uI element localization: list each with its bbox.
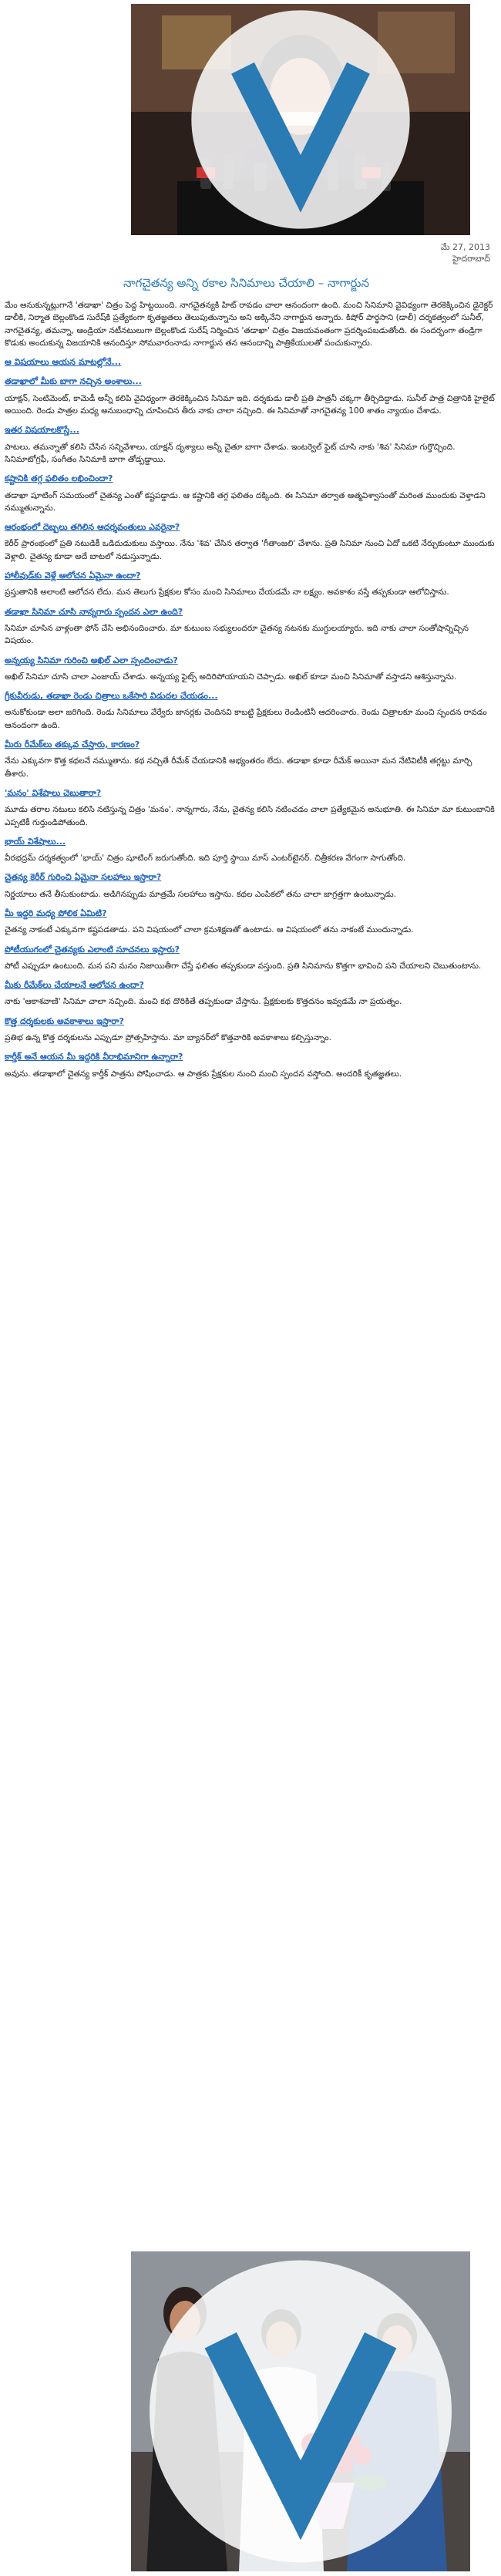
answer-paragraph: అఖిల్ సినిమా చూసి చాలా ఎంజాయ్ చేశాడు. అన్నయ్య ఫైట్స్ అదిరిపోయాయని చెప్పాడు. అఖిల్ కూడా మంచి సినిమాతో వస్తాడని ఆశిస్తున్నాను.	[5, 672, 457, 682]
intro-paragraph: మేం అనుకున్నట్లుగానే 'తడాఖా' చిత్రం పెద్ద హిట్టయింది. నాగచైతన్యకి హిట్ రావడం చాలా ఆనందంగా ఉంది. మంచి సినిమాని వైవిధ్యంగా తెరకెక్కించిన డైరెక్టర్ డాలీకి, నిర్మాత బెల్లంకొండ సురేష్‌కి ప్రత్యేకంగా కృతజ్ఞతలు తెలుపుతున్నాను అని అక్కినేని నాగార్జున అన్నారు. కిషోర్ పార్థసాని (డాలీ) దర్శకత్వంలో సునీల్, నాగచైతన్య, తమన్నా, ఆండ్రియా నటీనటులుగా బెల్లంకొండ సురేష్ నిర్మించిన 'తడాఖా' చిత్రం విజయవంతంగా ప్రదర్శింపబడుతోంది. ఈ సందర్భంగా తండ్రిగా కొడుకు అందుకున్న విజయానికి ఆనందిస్తూ సోమవారంనాడు నాగార్జున తన ఆనందాన్ని పాత్రికేయులతో పంచుకున్నారు.	[5, 301, 493, 348]
question-heading: గ్రీకువీరుడు, తడాఖా రెండు చిత్రాలు ఒకేసారి విడుదల చేయడం...	[5, 691, 218, 702]
question-heading: ఆరంభంలో దెబ్బలు తగిలిన ఆదర్శవంతులు ఎవరైనా?	[5, 522, 180, 533]
answer-paragraph: యాక్షన్, సెంటిమెంట్, కామెడీ అన్నీ కలిపి వైవిధ్యంగా తెరకెక్కించిన సినిమా ఇది. దర్శకుడు డాలీ ప్రతి పాత్రనీ చక్కగా తీర్చిదిద్దాడు. సునీల్ పాత్ర చిత్రానికి హైలైట్ అయింది. రెండు పాత్రల మధ్య అనుబంధాన్ని చూపించిన తీరు నాకు చాలా నచ్చింది. ఈ సినిమాతో నాగచైతన్య 100 శాతం న్యాయం చేశాడు.	[5, 393, 495, 416]
article-date: మే 27, 2013	[440, 242, 490, 252]
question-heading: మీరు రీమేక్‌లు తక్కువ చేస్తారు, కారణం?	[5, 739, 140, 750]
section-heading: ఆ విషయాలు ఆయన మాటల్లోనే...	[5, 357, 122, 368]
answer-paragraph: ప్రతిభ ఉన్న కొత్త దర్శకులను ఎప్పుడూ ప్రోత్సహిస్తాను. మా బ్యానర్‌లో కొత్తవారికి అవకాశాలు కల్పిస్తున్నాం.	[5, 1033, 332, 1043]
answer-paragraph: అనుకోకుండా అలా జరిగింది. రెండు సినిమాలు వేర్వేరు జానర్లకు చెందినవి కాబట్టి ప్రేక్షకులు రెండింటినీ ఆదరించారు. రెండు చిత్రాలకూ మంచి స్పందన రావడం ఆనందంగా ఉంది.	[5, 708, 487, 730]
question-heading: చైతన్య కెరీర్ గురించి ఏమైనా సలహాలు ఇస్తారా?	[5, 872, 162, 883]
bouquet-photo	[131, 2251, 470, 2571]
article-location: హైదరాబాద్	[452, 254, 490, 264]
question-heading: కష్టానికి తగ్గ ఫలితం లభించిందా?	[5, 473, 113, 484]
press-meet-photo	[131, 4, 470, 235]
question-heading: పోటీయుగంలో చైతన్యకు ఎలాంటి సూచనలు ఇస్తారు?	[5, 944, 180, 955]
question-heading: కొత్త దర్శకులకు అవకాశాలు ఇస్తారా?	[5, 1015, 124, 1026]
site-logo-icon	[131, 2251, 470, 2571]
dateline	[367, 241, 490, 264]
question-heading: మీ ఇద్దరి మధ్య పోలిక ఏమిటి?	[5, 907, 107, 918]
answer-paragraph: నాకు 'ఆకాశవాణి' సినిమా చాలా నచ్చింది. మంచి కథ దొరికితే తప్పకుండా చేస్తాను. ప్రేక్షకులకు కొత్తదనం ఇవ్వడమే నా ప్రయత్నం.	[5, 997, 402, 1007]
answer-paragraph: తడాఖా షూటింగ్ సమయంలో చైతన్య ఎంతో కష్టపడ్డాడు. ఆ కష్టానికి తగ్గ ఫలితం దక్కింది. ఈ సినిమా తర్వాత ఆత్మవిశ్వాసంతో మరింత ముందుకు వెళ్తాడని నమ్ముతున్నాను.	[5, 490, 486, 513]
answer-paragraph: సినిమా చూసిన వాళ్లంతా ఫోన్ చేసి అభినందించారు. మా కుటుంబ సభ్యులందరూ చైతన్య నటనకు ముగ్ధులయ్యారు. ఇది నాకు చాలా సంతోషాన్నిచ్చిన విషయం.	[5, 623, 469, 646]
answer-paragraph: ప్రస్తుతానికి అలాంటి ఆలోచన లేదు. మన తెలుగు ప్రేక్షకుల కోసం మంచి సినిమాలు చేయడమే నా లక్ష్యం. అవకాశం వస్తే తప్పకుండా ఆలోచిస్తాను.	[5, 588, 449, 598]
article-headline: నాగచైతన్య అన్ని రకాల సినిమాలు చేయాలి – నాగార్జున	[123, 276, 370, 290]
article-body	[5, 299, 495, 1086]
answer-paragraph: చైతన్య నాకంటే ఎక్కువగా కష్టపడతాడు. పని విషయంలో చాలా క్రమశిక్షణతో ఉంటాడు. ఆ విషయంలో తను నాకంటే ముందున్నాడు.	[5, 925, 414, 935]
answer-paragraph: నేను ఎక్కువగా కొత్త కథలనే నమ్ముతాను. కథ నచ్చితే రీమేక్ చేయడానికి అభ్యంతరం లేదు. తడాఖా కూడా రీమేక్ అయినా మన నేటివిటీకి తగ్గట్టు మార్చి తీశారు.	[5, 756, 472, 779]
answer-paragraph: నిర్ణయాలు తనే తీసుకుంటాడు. అడిగినప్పుడు మాత్రమే సలహాలు ఇస్తాను. కథల ఎంపికలో తను చాలా జాగ్రత్తగా ఉంటున్నాడు.	[5, 889, 397, 899]
question-heading: భాయ్ విశేషాలు...	[5, 836, 66, 847]
answer-paragraph: పోటీ ఎప్పుడూ ఉంటుంది. మన పని మనం నిజాయితీగా చేస్తే ఫలితం తప్పకుండా వస్తుంది. ప్రతి సినిమాను కొత్తగా భావించి పని చేయాలని చెబుతుంటాను.	[5, 961, 482, 971]
question-heading: హాలీవుడ్‌కు వెళ్లే ఆలోచన ఏమైనా ఉందా?	[5, 571, 141, 581]
question-heading: అన్నయ్య సినిమా గురించి అఖిల్ ఎలా స్పందించాడు?	[5, 655, 178, 665]
answer-paragraph: పాటలు, తమన్నాతో కలిసి చేసిన సన్నివేశాలు, యాక్షన్ దృశ్యాలు అన్నీ చైతూ బాగా చేశాడు. ఇంటర్వెల్ ఫైట్ చూసి నాకు 'శివ' సినిమా గుర్తొచ్చింది. సినిమాటోగ్రఫీ, సంగీతం సినిమాకి బాగా తోడ్పడ్డాయి.	[5, 442, 456, 464]
site-logo-icon	[131, 4, 470, 235]
question-heading: కార్తీక్ అనే ఆయన మీ ఇద్దరికి వీరాభిమానిగా ఉన్నారా?	[5, 1052, 183, 1062]
answer-paragraph: మూడు తరాల నటులు కలిసి నటిస్తున్న చిత్రం 'మనం'. నాన్నగారు, నేను, చైతన్య కలిసి నటించడం చాలా ప్రత్యేకమైన అనుభూతి. ఈ సినిమా మా కుటుంబానికి ఎప్పటికీ గుర్తుండిపోతుంది.	[5, 805, 495, 827]
question-heading: తడాఖా సినిమా చూసి నాన్నగారు స్పందన ఎలా ఉంది?	[5, 606, 183, 617]
answer-paragraph: కెరీర్ ప్రారంభంలో ప్రతి నటుడికీ ఒడిదుడుకులు వస్తాయి. నేను 'శివ' చేసిన తర్వాత 'గీతాంజలి' చేశాను. ప్రతి సినిమా నుంచి ఏదో ఒకటి నేర్చుకుంటూ ముందుకు వెళ్లాలి. చైతన్య కూడా అదే బాటలో నడుస్తున్నాడు.	[5, 539, 495, 561]
question-heading: మీకు రీమేక్‌లు చేయాలనే ఆలోచన ఉందా?	[5, 980, 144, 991]
question-heading: తడాఖాలో మీకు బాగా నచ్చిన అంశాలు...	[5, 376, 142, 387]
question-heading: ఇతర విషయాలకొస్తే...	[5, 425, 79, 436]
question-heading: 'మనం' విశేషాలు చెబుతారా?	[5, 787, 102, 798]
answer-paragraph: వీరభద్రమ్ దర్శకత్వంలో 'భాయ్' చిత్రం షూటింగ్ జరుగుతోంది. ఇది పూర్తి స్థాయి మాస్ ఎంటర్‌టైనర్. చిత్రీకరణ వేగంగా సాగుతోంది.	[5, 854, 406, 864]
answer-paragraph: అవును. తడాఖాలో చైతన్య కార్తీక్ పాత్రను పోషించాడు. ఆ పాత్రకు ప్రేక్షకుల నుంచి మంచి స్పందన వస్తోంది. అందరికీ కృతజ్ఞతలు.	[5, 1069, 402, 1079]
